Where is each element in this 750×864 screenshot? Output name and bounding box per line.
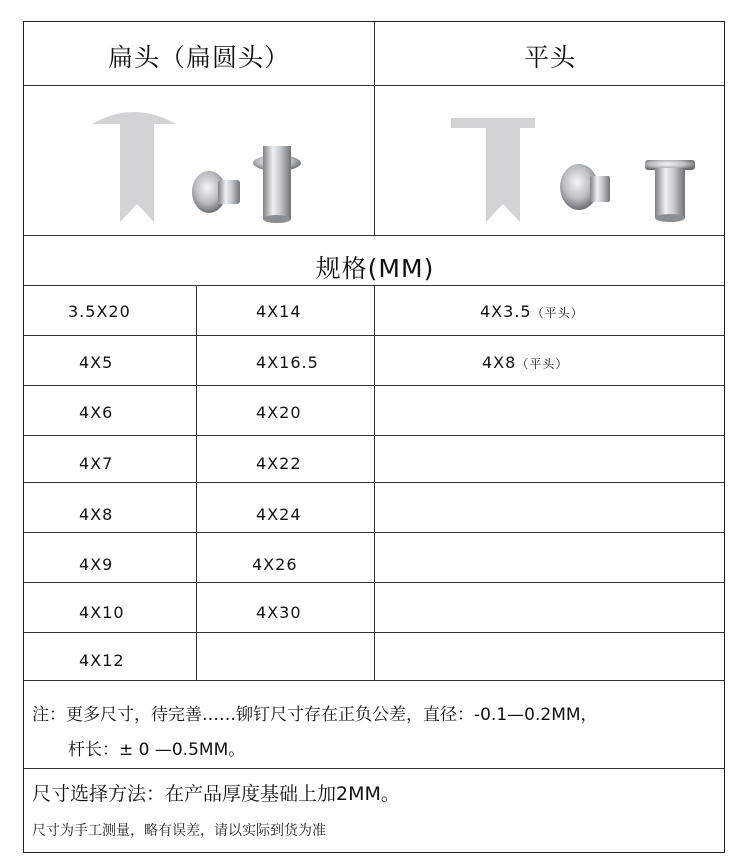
size-cell: 4X16.5 [256,353,319,372]
size-cell: 4X20 [256,403,302,422]
size-cell: 4X10 [79,603,125,622]
tolerance-note-line1: 注：更多尺寸，待完善……铆钉尺寸存在正负公差，直径：-0.1—0.2MM， [32,705,598,725]
flat-head-size-cell [482,353,568,372]
divider [24,235,724,236]
divider [24,768,724,769]
size-cell: 4X12 [79,651,125,670]
size-value: 4X3.5 [480,302,532,321]
header-flat-round-head: 扁头（扁圆头） [107,43,290,72]
size-cell: 4X22 [256,454,302,473]
divider [196,285,197,680]
spec-sheet [23,21,725,853]
size-value: 4X8 [482,353,517,372]
size-cell: 4X26 [252,555,298,574]
measurement-disclaimer: 尺寸为手工测量，略有误差，请以实际到货为准 [32,823,326,839]
size-cell: 3.5X20 [68,302,131,321]
flat-head-rivet-illustration [375,86,726,234]
head-type-tag: （平头） [531,306,584,320]
size-selection-method: 尺寸选择方法：在产品厚度基础上加2MM。 [32,783,400,805]
divider [374,285,375,680]
size-cell: 4X9 [79,555,114,574]
flat-head-size-cell [480,302,584,321]
header-flat-head: 平头 [523,43,576,72]
divider [24,680,724,681]
tolerance-note-line2: 杆长：± 0 —0.5MM。 [68,740,246,760]
size-cell: 4X7 [79,454,114,473]
size-cell: 4X30 [256,603,302,622]
size-cell: 4X8 [79,505,114,524]
size-cell: 4X14 [256,302,302,321]
size-cell: 4X5 [79,353,114,372]
size-cell: 4X24 [256,505,302,524]
head-type-tag: （平头） [516,357,569,371]
size-cell: 4X6 [79,403,114,422]
spec-title: 规格(MM) [315,254,435,283]
round-head-rivet-illustration [24,86,374,234]
